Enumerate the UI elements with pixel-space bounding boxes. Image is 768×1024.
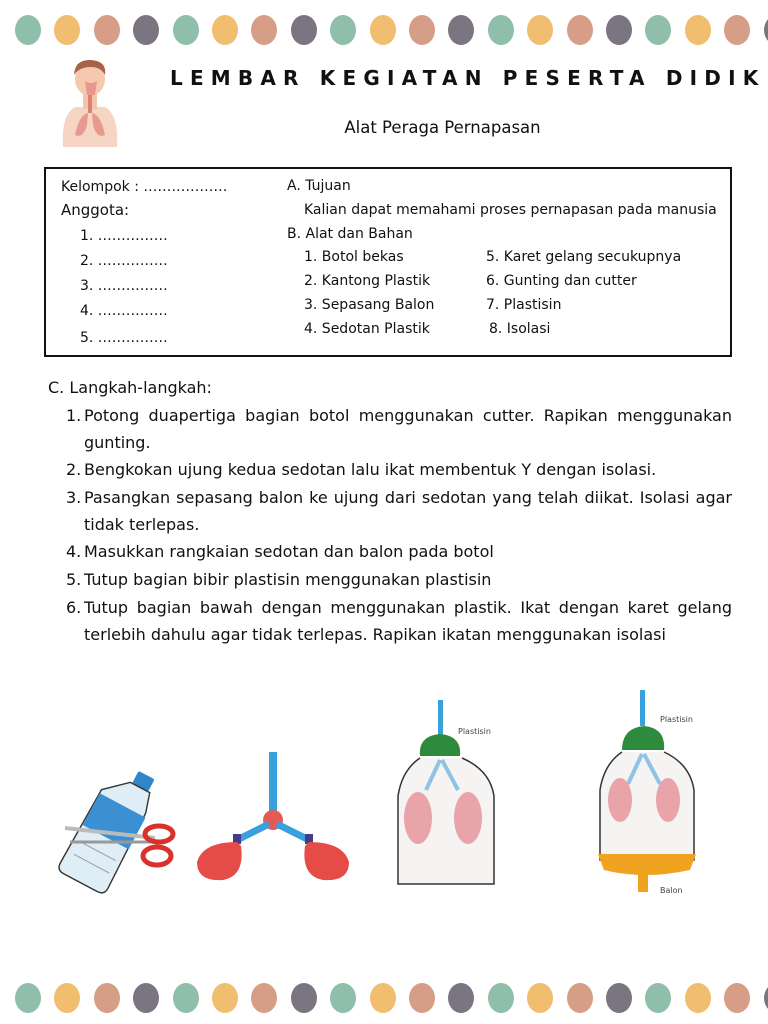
decorative-dot <box>15 983 41 1013</box>
decorative-dot <box>567 983 593 1013</box>
decorative-dot <box>133 983 159 1013</box>
decorative-dot <box>724 983 750 1013</box>
step-text: Bengkokan ujung kedua sedotan lalu ikat membentuk Y dengan isolasi. <box>84 460 657 479</box>
tujuan-text: Kalian dapat memahami proses pernapasan pada manusia <box>304 202 717 218</box>
decorative-dot <box>54 15 80 45</box>
decorative-dot <box>488 15 514 45</box>
decorative-dot <box>448 15 474 45</box>
decorative-dot <box>409 983 435 1013</box>
decorative-dot <box>527 15 553 45</box>
member-field[interactable]: 5. …………… <box>80 330 168 346</box>
top-dot-border <box>0 10 768 50</box>
step-item <box>66 538 732 565</box>
step-text: Tutup bagian bawah dengan menggunakan plastik. Ikat dengan karet gelang terlebih dahulu agar tidak terlepas. Rapikan ikatan menggunakan isolasi <box>84 598 732 644</box>
step-number: 3. <box>66 488 82 507</box>
anggota-label: Anggota: <box>61 201 130 219</box>
decorative-dot <box>291 983 317 1013</box>
bottom-dot-border <box>0 978 768 1018</box>
alat-item: 3. Sepasang Balon <box>304 297 435 313</box>
tujuan-heading: A. Tujuan <box>287 178 351 194</box>
step-number: 1. <box>66 406 82 425</box>
decorative-dot <box>330 983 356 1013</box>
decorative-dot <box>251 15 277 45</box>
decorative-dot <box>173 983 199 1013</box>
decorative-dot <box>212 15 238 45</box>
step-text: Tutup bagian bibir plastisin menggunakan plastisin <box>84 570 492 589</box>
step-item <box>66 402 732 456</box>
step-item <box>66 594 732 648</box>
decorative-dot <box>94 983 120 1013</box>
step-text: Pasangkan sepasang balon ke ujung dari sedotan yang telah diikat. Isolasi agar tidak terlepas. <box>84 488 732 534</box>
decorative-dot <box>94 15 120 45</box>
decorative-dot <box>645 15 671 45</box>
step-number: 4. <box>66 542 82 561</box>
member-field[interactable]: 1. …………… <box>80 228 168 244</box>
member-field[interactable]: 4. …………… <box>80 303 168 319</box>
decorative-dot <box>409 15 435 45</box>
decorative-dot <box>764 15 768 45</box>
info-box <box>44 167 732 357</box>
alat-item: 8. Isolasi <box>489 321 551 337</box>
balon-label: Balon <box>660 886 683 895</box>
member-field[interactable]: 3. …………… <box>80 278 168 294</box>
decorative-dot <box>685 15 711 45</box>
alat-item: 4. Sedotan Plastik <box>304 321 430 337</box>
alat-item: 6. Gunting dan cutter <box>486 273 637 289</box>
alat-item: 7. Plastisin <box>486 297 562 313</box>
decorative-dot <box>370 15 396 45</box>
plastisin-label: Plastisin <box>660 715 693 724</box>
decorative-dot <box>724 15 750 45</box>
step-text: Potong duapertiga bagian botol menggunakan cutter. Rapikan menggunakan gunting. <box>84 406 732 452</box>
decorative-dot <box>764 983 768 1013</box>
decorative-dot <box>330 15 356 45</box>
decorative-dot <box>212 983 238 1013</box>
worksheet-subtitle: Alat Peraga Pernapasan <box>344 118 541 137</box>
step-item <box>66 456 732 483</box>
bottle-scissors-illustration <box>45 760 180 895</box>
decorative-dot <box>567 15 593 45</box>
alat-item: 2. Kantong Plastik <box>304 273 431 289</box>
decorative-dot <box>251 983 277 1013</box>
plastisin-label: Plastisin <box>458 727 491 736</box>
step-number: 5. <box>66 570 82 589</box>
decorative-dot <box>606 983 632 1013</box>
decorative-dot <box>370 983 396 1013</box>
step-number: 6. <box>66 598 82 617</box>
alat-heading: B. Alat dan Bahan <box>287 226 413 242</box>
decorative-dot <box>448 983 474 1013</box>
y-straw-balloons-illustration <box>193 750 363 885</box>
decorative-dot <box>15 15 41 45</box>
kelompok-field[interactable]: Kelompok : ……………… <box>61 179 228 195</box>
step-item <box>66 484 732 538</box>
decorative-dot <box>291 15 317 45</box>
decorative-dot <box>173 15 199 45</box>
decorative-dot <box>54 983 80 1013</box>
decorative-dot <box>685 983 711 1013</box>
decorative-dot <box>527 983 553 1013</box>
worksheet-title: LEMBAR KEGIATAN PESERTA DIDIK <box>170 66 766 90</box>
decorative-dot <box>606 15 632 45</box>
alat-item: 5. Karet gelang secukupnya <box>486 249 682 265</box>
step-text: Masukkan rangkaian sedotan dan balon pada botol <box>84 542 494 561</box>
decorative-dot <box>488 983 514 1013</box>
step-item <box>66 566 732 593</box>
alat-item: 1. Botol bekas <box>304 249 404 265</box>
decorative-dot <box>133 15 159 45</box>
member-field[interactable]: 2. …………… <box>80 253 168 269</box>
step-number: 2. <box>66 460 82 479</box>
langkah-heading: C. Langkah-langkah: <box>48 378 212 397</box>
bottle-model-illustration <box>390 700 510 890</box>
decorative-dot <box>645 983 671 1013</box>
